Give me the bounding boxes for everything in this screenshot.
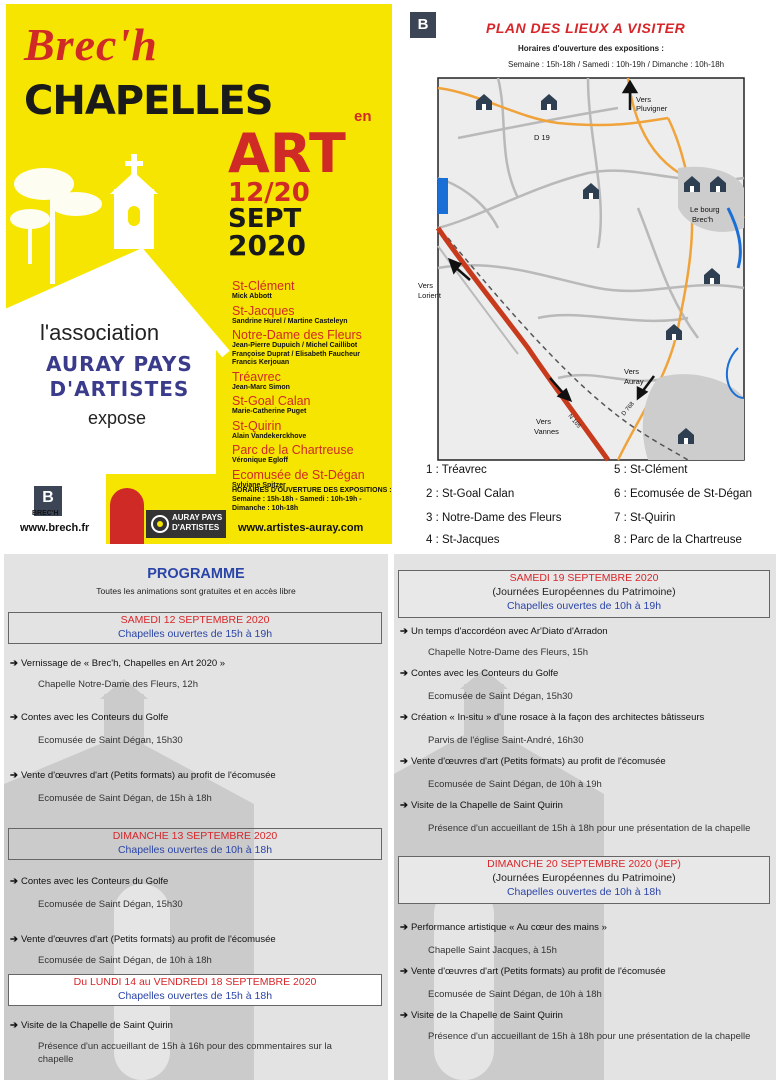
event-title-text: Vente d'œuvres d'art (Petits formats) au profit de l'écomusée [20, 770, 276, 781]
event-title-text: Vernissage de « Brec'h, Chapelles en Art 2020 » [20, 658, 226, 669]
day-note: (Journées Européennes du Patrimoine) [492, 586, 676, 598]
day-date: SAMEDI 12 SEPTEMBRE 2020 [120, 614, 270, 626]
event-title-text: Vente d'œuvres d'art (Petits formats) au profit de l'écomusée [20, 934, 276, 945]
url-brech[interactable]: www.brech.fr [20, 522, 90, 534]
legend-item: 2 : St-Goal Calan [426, 488, 515, 500]
arrow-right-icon: ➔ [400, 800, 408, 811]
poster-place-artist: Françoise Duprat / Elisabeth Faucheur [232, 350, 360, 358]
poster-place [232, 395, 392, 417]
poster-place-name: Ecomusée de St-Dégan [232, 467, 365, 482]
poster-title-en: en [354, 108, 372, 125]
event-title-text: Performance artistique « Au cœur des mains » [410, 922, 607, 933]
event-location: Présence d'un accueillant de 15h à 18h pour une présentation de la chapelle [428, 1031, 751, 1042]
day-date: DIMANCHE 13 SEPTEMBRE 2020 [112, 830, 278, 842]
poster-title-art: ART [228, 122, 346, 185]
arrow-right-icon: ➔ [400, 756, 408, 767]
poster-hours-2: Dimanche : 10h-18h [232, 505, 299, 512]
event-location: Ecomusée de Saint Dégan, de 10h à 18h [428, 989, 602, 1000]
event-title [10, 770, 276, 781]
event-title [400, 626, 608, 637]
event-location: Ecomusée de Saint Dégan, de 15h à 18h [38, 793, 212, 804]
legend-item: 4 : St-Jacques [426, 534, 500, 546]
poster-place-artist: Marie-Catherine Puget [232, 408, 307, 415]
poster-place-artist: Mick Abbott [232, 293, 272, 300]
poster-place-name: Parc de la Chartreuse [232, 443, 354, 457]
event-title [10, 876, 168, 887]
program-left [4, 554, 388, 1080]
poster-assoc-name-2: D'ARTISTES [49, 377, 190, 401]
map-label-bourg-2: Brec'h [692, 215, 714, 224]
map-label-auray-2: Auray [624, 377, 644, 386]
event-location: Chapelle Notre-Dame des Fleurs, 15h [428, 647, 588, 658]
poster-place [232, 280, 392, 302]
event-location: Présence d'un accueillant de 15h à 18h pour une présentation de la chapelle [428, 823, 751, 834]
poster-place-artist: Jean-Marc Simon [232, 383, 290, 391]
url-artistes[interactable]: www.artistes-auray.com [238, 522, 364, 534]
poster-title: CHAPELLES [24, 78, 273, 124]
poster-place-name: Notre-Dame des Fleurs [232, 328, 362, 342]
poster-place-name: St-Jacques [232, 303, 295, 318]
event-title-text: Contes avec les Conteurs du Golfe [410, 668, 559, 679]
poster-assoc-intro: l'association [40, 320, 160, 345]
map-section [398, 4, 774, 552]
poster-place [232, 371, 392, 393]
arrow-right-icon: ➔ [10, 712, 18, 723]
event-location: Ecomusée de Saint Dégan, de 10h à 19h [428, 779, 602, 790]
day-header [8, 612, 382, 644]
event-title [400, 800, 563, 811]
poster-place [232, 305, 392, 327]
event-title [10, 658, 225, 669]
day-date: Du LUNDI 14 au VENDREDI 18 SEPTEMBRE 2020 [73, 976, 317, 988]
poster-place-name: St-Clément [232, 279, 295, 293]
event-title-text: Création « In-situ » d'une rosace à la façon des architectes bâtisseurs [410, 712, 705, 723]
map-label-d19: D 19 [534, 133, 550, 142]
poster-place-name: St-Quirin [232, 418, 282, 433]
map-canvas [418, 78, 744, 460]
map-schedule: Semaine : 15h-18h / Samedi : 10h-19h / Dimanche : 10h-18h [508, 60, 725, 69]
day-hours: Chapelles ouvertes de 10h à 18h [506, 886, 662, 898]
map-title: PLAN DES LIEUX A VISITER [486, 20, 686, 36]
event-location: Ecomusée de Saint Dégan, 15h30 [38, 735, 183, 746]
poster-place [232, 420, 392, 442]
event-location: Ecomusée de Saint Dégan, 15h30 [428, 691, 573, 702]
arrow-right-icon: ➔ [10, 1020, 18, 1031]
map-label-pluvigner-2: Pluvigner [636, 104, 668, 113]
program-subtitle: Toutes les animations sont gratuites et en accès libre [96, 586, 296, 596]
legend-item: 5 : St-Clément [614, 464, 688, 476]
legend-item: 1 : Tréavrec [426, 464, 487, 476]
event-title-text: Visite de la Chapelle de Saint Quirin [410, 800, 563, 811]
brech-logo: B [34, 486, 62, 516]
apda-logo-line-1: AURAY PAYS [172, 513, 223, 522]
poster-hours-1: Semaine : 15h-18h - Samedi : 10h-19h - [232, 496, 362, 503]
poster-place [232, 329, 392, 368]
legend-item: 7 : St-Quirin [614, 512, 676, 524]
event-title [400, 668, 558, 679]
poster-place-name: St-Goal Calan [232, 394, 311, 408]
poster-assoc-expose: expose [88, 408, 147, 428]
apda-logo-text [172, 513, 222, 533]
event-title [400, 922, 607, 933]
day-hours: Chapelles ouvertes de 15h à 19h [117, 628, 273, 640]
arrow-right-icon: ➔ [10, 658, 18, 669]
event-location: Ecomusée de Saint Dégan, de 10h à 18h [38, 955, 212, 966]
event-location: Présence d'un accueillant de 15h à 16h pour des commentaires sur la chapelle [38, 1041, 332, 1065]
poster-hours [232, 486, 392, 513]
poster-place-artist: Jean-Pierre Dupuich / Michel Caillibot [232, 342, 358, 349]
day-header [398, 856, 770, 904]
map-label-d768: D 768 [620, 401, 636, 418]
arrow-right-icon: ➔ [10, 770, 18, 781]
poster-dates-month: SEPT [228, 204, 302, 234]
day-note: (Journées Européennes du Patrimoine) [492, 872, 676, 884]
event-title [400, 712, 704, 723]
brech-logo-sub: BREC'H [32, 510, 59, 517]
poster-dates-days: 12/20 [228, 178, 310, 208]
program-title: PROGRAMME [147, 566, 245, 582]
event-location: Ecomusée de Saint Dégan, 15h30 [38, 899, 183, 910]
day-hours: Chapelles ouvertes de 10h à 19h [506, 600, 662, 612]
day-hours: Chapelles ouvertes de 10h à 18h [117, 844, 273, 856]
day-header [8, 828, 382, 860]
event-title-text: Vente d'œuvres d'art (Petits formats) au profit de l'écomusée [410, 966, 666, 977]
event-title-text: Vente d'œuvres d'art (Petits formats) au profit de l'écomusée [410, 756, 666, 767]
poster-place [232, 444, 392, 466]
map-hours-label: Horaires d'ouverture des expositions : [518, 44, 664, 53]
map-label-lorient-1: Vers [418, 281, 434, 290]
event-location: Chapelle Saint Jacques, à 15h [428, 945, 557, 956]
legend-item: 6 : Ecomusée de St-Dégan [614, 488, 753, 500]
poster-assoc-name-1: AURAY PAYS [46, 352, 193, 376]
event-title [10, 1020, 173, 1031]
poster-place-artist: Véronique Egloff [232, 457, 288, 464]
event-title-text: Contes avec les Conteurs du Golfe [20, 712, 169, 723]
map-label-lorient-2: Lorient [418, 291, 441, 300]
poster-place-name: Tréavrec [232, 369, 281, 384]
event-location: Parvis de l'église Saint-André, 16h30 [428, 735, 584, 746]
map-label-vannes-2: Vannes [534, 427, 559, 436]
event-title [10, 934, 276, 945]
arrow-right-icon: ➔ [400, 966, 408, 977]
event-title-text: Contes avec les Conteurs du Golfe [20, 876, 169, 887]
event-title [10, 712, 168, 723]
legend-item: 8 : Parc de la Chartreuse [614, 534, 742, 546]
event-title [400, 756, 666, 767]
arrow-right-icon: ➔ [400, 712, 408, 723]
poster-place-artist: Alain Vandekerckhove [232, 432, 307, 440]
arrow-right-icon: ➔ [400, 626, 408, 637]
event-title [400, 966, 666, 977]
program-right [394, 554, 776, 1080]
day-date: SAMEDI 19 SEPTEMBRE 2020 [509, 572, 659, 584]
poster-assoc-name [46, 352, 193, 402]
door-shape [110, 488, 144, 544]
poster-place-artist: Sylviane Spitzer [232, 481, 286, 489]
event-title-text: Visite de la Chapelle de Saint Quirin [410, 1010, 563, 1021]
poster-hours-title: HORAIRES D'OUVERTURE DES EXPOSITIONS : [232, 487, 392, 494]
event-location: Chapelle Notre-Dame des Fleurs, 12h [38, 679, 198, 690]
arrow-right-icon: ➔ [400, 922, 408, 933]
arrow-right-icon: ➔ [400, 668, 408, 679]
map-label-bourg-1: Le bourg [690, 205, 720, 214]
poster-place-artist: Francis Kerjouan [232, 359, 290, 366]
event-title-text: Un temps d'accordéon avec Ar'Diato d'Arradon [410, 626, 608, 637]
apda-logo-icon [150, 514, 170, 534]
map-label-pluvigner-1: Vers [636, 95, 652, 104]
map-label-auray-1: Vers [624, 367, 640, 376]
day-date: DIMANCHE 20 SEPTEMBRE 2020 (JEP) [487, 858, 681, 870]
day-header [398, 570, 770, 618]
arrow-right-icon: ➔ [10, 876, 18, 887]
poster-brand: Brec'h [24, 19, 158, 70]
poster [6, 4, 392, 544]
poster-dates-year: 2020 [228, 229, 306, 262]
brech-map-logo: B [410, 12, 436, 38]
poster-place-artist: Sandrine Hurel / Martine Casteleyn [232, 317, 348, 325]
apda-logo-line-2: D'ARTISTES [172, 523, 220, 532]
legend-item: 3 : Notre-Dame des Fleurs [426, 512, 562, 524]
event-title [400, 1010, 563, 1021]
arrow-right-icon: ➔ [10, 934, 18, 945]
poster-places-list [232, 280, 392, 490]
poster-dates [228, 180, 310, 260]
day-hours: Chapelles ouvertes de 15h à 18h [117, 990, 273, 1002]
day-header [8, 974, 382, 1006]
map-label-n165: N 165 [566, 413, 582, 430]
arrow-right-icon: ➔ [400, 1010, 408, 1021]
event-title-text: Visite de la Chapelle de Saint Quirin [20, 1020, 173, 1031]
apda-logo [146, 510, 226, 538]
map-label-vannes-1: Vers [536, 417, 552, 426]
